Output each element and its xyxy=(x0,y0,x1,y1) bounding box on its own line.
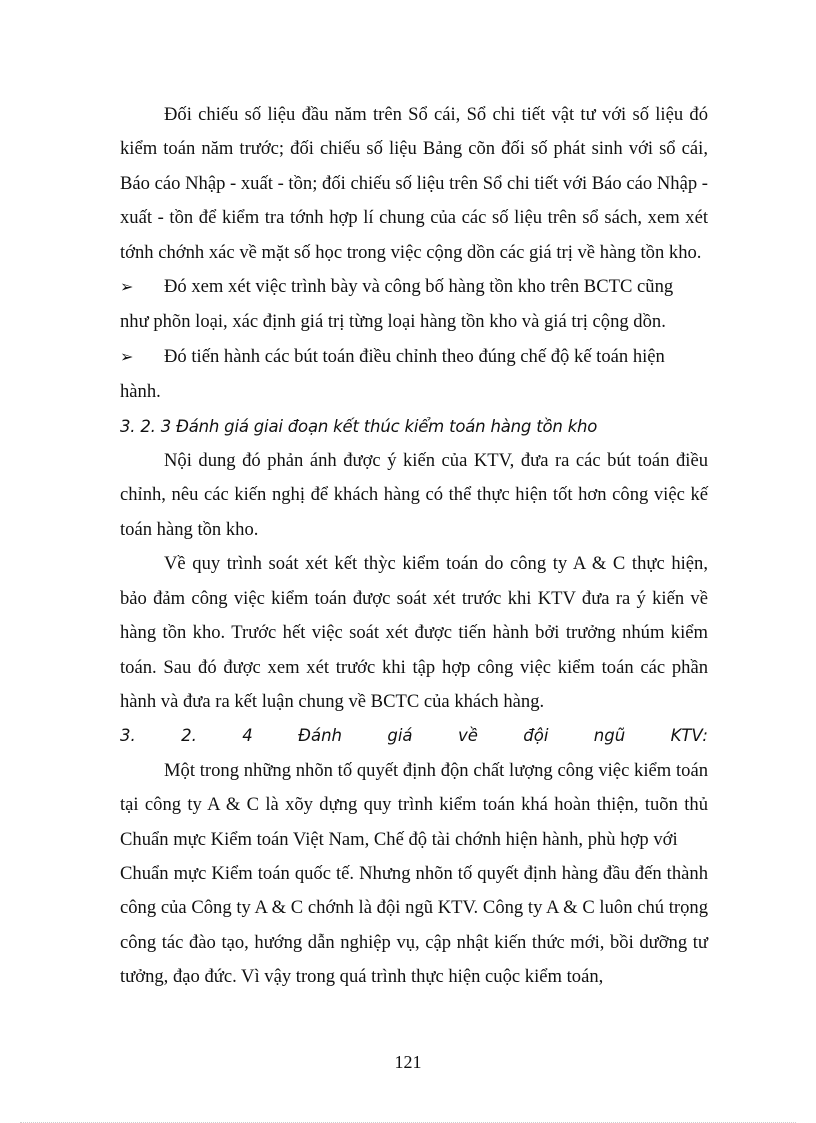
heading-word: ngũ xyxy=(593,726,626,746)
heading-word: giá xyxy=(387,726,413,746)
paragraph-audit-team: Chuẩn mực Kiểm toán quốc tế. Nhưng nhõn tố quyết định hàng đầu đến thành công của Công ty A & C chớnh là đội ngũ KTV. Công ty A & C luôn chú trọng công tác đào tạo, hướng dẫn nghiệp vụ, cập nhật kiến thức mới, bồi dưỡng tư tưởng, đạo đức. Vì vậy trong quá trình thực hiện cuộc kiểm toán, xyxy=(120,862,708,988)
heading-word: đội xyxy=(523,726,549,746)
paragraph-review-process: Về quy trình soát xét kết thỳc kiểm toán do công ty A & C thực hiện, bảo đảm công việc kiểm toán được soát xét trước khi KTV đưa ra ý kiến về hàng tồn kho. Trước hết việc soát xét được tiến hành bởi trưởng nhúm kiểm toán. Sau đó được xem xét trước khi tập hợp công việc kiểm toán các phần hành và đưa ra kết luận chung về BCTC của khách hàng. xyxy=(120,553,708,712)
page-body xyxy=(120,98,708,995)
heading-word: KTV: xyxy=(670,726,708,746)
bullet-continuation: như phõn loại, xác định giá trị từng loại hàng tồn kho và giá trị cộng dồn. xyxy=(120,311,666,333)
section-heading-3-2-4 xyxy=(120,719,708,753)
page-number: 121 xyxy=(394,1052,422,1072)
arrow-bullet-icon: ➢ xyxy=(120,279,134,297)
section-heading-3-2-3: 3. 2. 3 Đánh giá giai đoạn kết thúc kiểm toán hàng tồn kho xyxy=(120,416,598,436)
bullet-text: Đó tiến hành các bút toán điều chỉnh theo đúng chế độ kế toán hiện xyxy=(164,345,665,367)
bullet-continuation: hành. xyxy=(120,381,161,403)
arrow-bullet-icon: ➢ xyxy=(120,348,134,366)
heading-word: Đánh xyxy=(298,726,342,746)
heading-word: 4 xyxy=(242,726,253,746)
paragraph-conclusion-content: Nội dung đó phản ánh được ý kiến của KTV, đưa ra các bút toán điều chỉnh, nêu các kiến nghị để khách hàng có thể thực hiện tốt hơn công việc kế toán hàng tồn kho. xyxy=(120,450,708,540)
paragraph-audit-team-intro: Một trong những nhõn tố quyết định độn chất lượng công việc kiểm toán tại công ty A & C là xõy dựng quy trình kiểm toán khá hoàn thiện, tuõn thủ Chuẩn mực Kiểm toán Việt Nam, Chế độ tài chớnh hiện hành, phù hợp với xyxy=(120,759,708,850)
heading-word: về xyxy=(457,726,478,746)
bullet-item-presentation xyxy=(120,270,708,305)
heading-word: 2. xyxy=(181,726,197,746)
bullet-item-adjustments xyxy=(120,340,708,375)
heading-word: 3. xyxy=(120,726,136,746)
paragraph-reconciliation: Đối chiếu số liệu đầu năm trên Sổ cái, Sổ chi tiết vật tư với số liệu đó kiểm toán năm trước; đối chiếu số liệu Bảng cõn đối số phát sinh với sổ cái, Báo cáo Nhập - xuất - tồn; đối chiếu số liệu trên Sổ chi tiết với Báo cáo Nhập - xuất - tồn để kiểm tra tớnh hợp lí chung của các số liệu trên sổ sách, xem xét tớnh chớnh xác về mặt số học trong việc cộng dồn các giá trị về hàng tồn kho. xyxy=(120,104,708,263)
bullet-text: Đó xem xét việc trình bày và công bố hàng tồn kho trên BCTC cũng xyxy=(164,276,674,298)
